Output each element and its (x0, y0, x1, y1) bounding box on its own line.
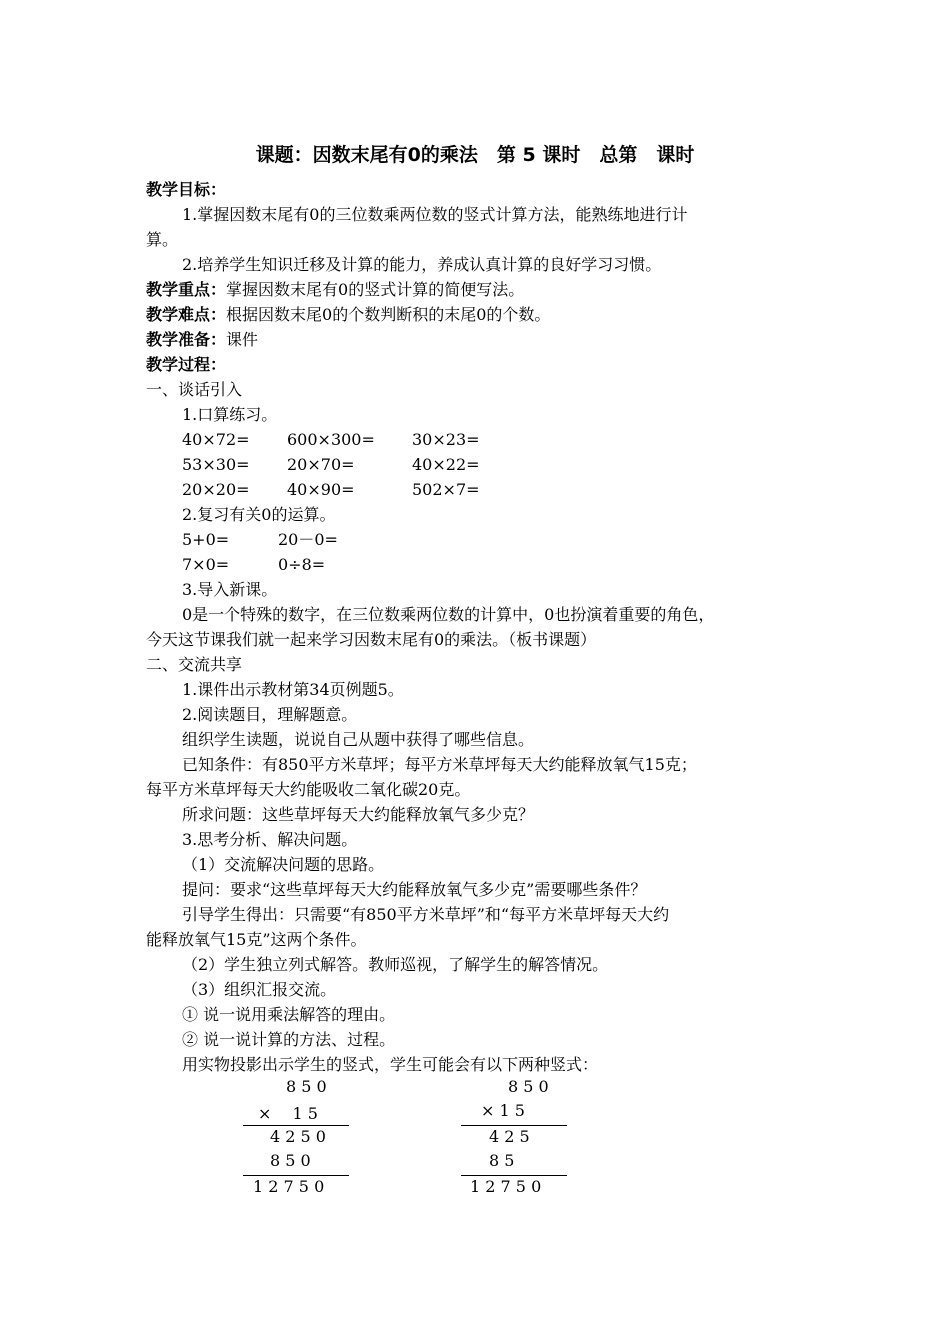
calc1-partial-1: 4 2 5 0 (270, 1127, 326, 1146)
zero-item: 7×0= (182, 555, 230, 574)
section2-p10: （2）学生独立列式解答。教师巡视，了解学生的解答情况。 (182, 955, 609, 974)
section2-p12: ① 说一说用乘法解答的理由。 (182, 1005, 396, 1024)
section2-p14: 用实物投影出示学生的竖式，学生可能会有以下两种竖式： (182, 1055, 599, 1074)
calc2-rule-1 (461, 1125, 567, 1126)
known-conditions-line-2: 每平方米草坪每天大约能吸收二氧化碳20克。 (146, 780, 471, 799)
objectives-label: 教学目标： (146, 180, 227, 199)
intro-line-2: 今天这节课我们就一起来学习因数末尾有0的乘法。（板书课题） (146, 630, 597, 649)
difficulty-text: 根据因数末尾0的个数判断积的末尾0的个数。 (226, 305, 551, 324)
section1-step1: 1.口算练习。 (182, 405, 278, 424)
section2-p3: 组织学生读题，说说自己从题中获得了哪些信息。 (182, 730, 535, 749)
calc2-multiplicand: 8 5 0 (508, 1077, 549, 1096)
oral-item: 40×22= (412, 455, 480, 474)
calc2-partial-2: 8 5 (489, 1151, 515, 1170)
section1-heading: 一、谈话引入 (146, 380, 243, 399)
zero-item: 5+0= (182, 530, 230, 549)
guide-line-1: 引导学生得出：只需要“有850平方米草坪”和“每平方米草坪每天大约 (182, 905, 670, 924)
calc1-rule-1 (243, 1125, 349, 1126)
calc1-product: 1 2 7 5 0 (253, 1177, 325, 1196)
section2-p7: （1）交流解决问题的思路。 (182, 855, 385, 874)
section2-p1: 1.课件出示教材第34页例题5。 (182, 680, 404, 699)
section2-p11: （3）组织汇报交流。 (182, 980, 337, 999)
difficulty-label: 教学难点： (146, 305, 227, 324)
difficulty-row (146, 303, 550, 327)
preparation-label: 教学准备： (146, 330, 227, 349)
zero-item: 20－0= (278, 530, 338, 549)
key-point-text: 掌握因数末尾有0的竖式计算的简便写法。 (226, 280, 525, 299)
oral-item: 30×23= (412, 430, 480, 449)
oral-item: 20×20= (182, 480, 250, 499)
preparation-text: 课件 (226, 330, 259, 349)
oral-item: 40×72= (182, 430, 250, 449)
oral-item: 40×90= (287, 480, 355, 499)
guide-line-2: 能释放氧气15克”这两个条件。 (146, 930, 367, 949)
calc1-multiplicand: 8 5 0 (286, 1077, 327, 1096)
calc2-product: 1 2 7 5 0 (470, 1177, 542, 1196)
oral-item: 20×70= (287, 455, 355, 474)
key-point-row (146, 278, 524, 302)
objective-1-line-1: 1.掌握因数末尾有0的三位数乘两位数的竖式计算方法，能熟练地进行计 (182, 205, 688, 224)
section2-p8: 提问：要求“这些草坪每天大约能释放氧气多少克”需要哪些条件？ (182, 880, 647, 899)
zero-item: 0÷8= (278, 555, 326, 574)
calc2-multiplier: × 1 5 (481, 1101, 525, 1120)
oral-item: 502×7= (412, 480, 480, 499)
section2-p2: 2.阅读题目，理解题意。 (182, 705, 358, 724)
oral-item: 600×300= (287, 430, 375, 449)
calc1-multiplier: × 1 5 (258, 1104, 318, 1123)
question-line: 所求问题：这些草坪每天大约能释放氧气多少克？ (182, 805, 535, 824)
section1-step3: 3.导入新课。 (182, 580, 278, 599)
known-conditions-line-1: 已知条件：有850平方米草坪；每平方米草坪每天大约能释放氧气15克； (182, 755, 697, 774)
intro-line-1: 0是一个特殊的数字，在三位数乘两位数的计算中，0也扮演着重要的角色， (182, 605, 715, 624)
process-label: 教学过程： (146, 355, 227, 374)
calc2-partial-1: 4 2 5 (489, 1127, 530, 1146)
calc2-rule-2 (461, 1175, 567, 1176)
oral-item: 53×30= (182, 455, 250, 474)
calc1-rule-2 (243, 1175, 349, 1176)
section2-p6: 3.思考分析、解决问题。 (182, 830, 358, 849)
calc1-partial-2: 8 5 0 (270, 1151, 311, 1170)
objective-1-line-2: 算。 (146, 230, 179, 249)
preparation-row (146, 328, 258, 352)
section2-p13: ② 说一说计算的方法、过程。 (182, 1030, 396, 1049)
lesson-title: 课题：因数末尾有0的乘法 第 5 课时 总第 课时 (255, 144, 695, 166)
key-point-label: 教学重点： (146, 280, 227, 299)
section1-step2: 2.复习有关0的运算。 (182, 505, 336, 524)
section2-heading: 二、交流共享 (146, 655, 243, 674)
objective-2: 2.培养学生知识迁移及计算的能力，养成认真计算的良好学习习惯。 (182, 255, 662, 274)
